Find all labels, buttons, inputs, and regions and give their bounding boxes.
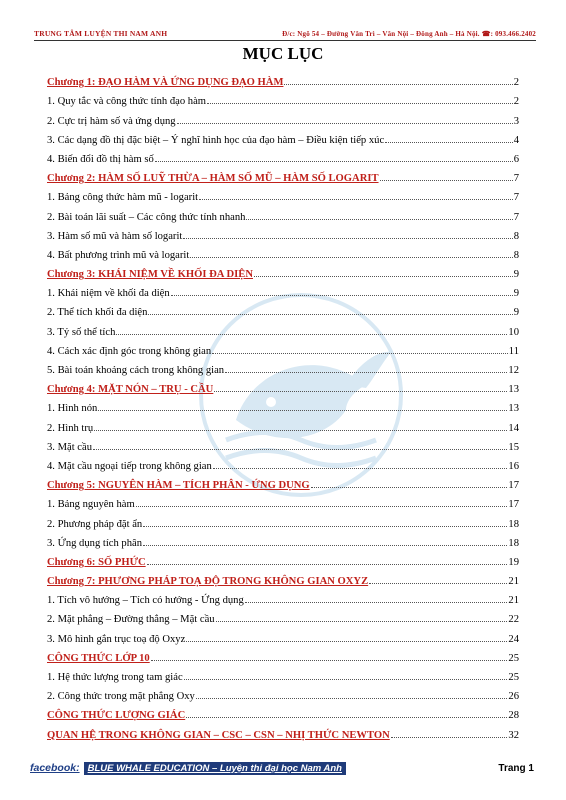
toc-entry-label: Chương 6: SỐ PHỨC: [47, 556, 146, 568]
toc-entry-label: 4. Cách xác định góc trong không gian: [47, 345, 212, 357]
toc-entry-label: Chương 2: HÀM SỐ LUỸ THỪA – HÀM SỐ MŨ – HÀM SỐ LOGARIT: [47, 173, 379, 185]
toc-chapter-row[interactable]: [47, 568, 519, 587]
dot-leader: [116, 334, 507, 335]
dot-leader: [94, 430, 507, 431]
dot-leader: [196, 698, 508, 699]
dot-leader: [147, 564, 508, 565]
page-footer: [30, 760, 534, 776]
dot-leader: [385, 142, 513, 143]
facebook-brand-link[interactable]: BLUE WHALE EDUCATION – Luyện thi đại học Nam Anh: [84, 762, 346, 775]
toc-page-number: 7: [513, 211, 519, 223]
toc-item-row[interactable]: [47, 625, 519, 644]
toc-page-number: 25: [508, 652, 519, 664]
toc-entry-label: Chương 4: MẶT NÓN – TRỤ - CẦU: [47, 384, 214, 396]
toc-page-number: 2: [513, 96, 519, 108]
dot-leader: [155, 161, 513, 162]
toc-entry-label: 1. Hệ thức lượng trong tam giác: [47, 672, 183, 683]
toc-chapter-row[interactable]: [47, 376, 519, 395]
toc-page-number: 8: [513, 249, 519, 261]
dot-leader: [254, 276, 513, 277]
dot-leader: [171, 295, 513, 296]
toc-page-number: 9: [513, 269, 519, 281]
dot-leader: [186, 717, 507, 718]
toc-entry-label: 4. Bất phương trình mũ và logarit: [47, 249, 190, 261]
dot-leader: [186, 641, 507, 642]
toc-item-row[interactable]: [47, 88, 519, 107]
toc-item-row[interactable]: [47, 280, 519, 299]
toc-entry-label: Chương 3: KHÁI NIỆM VỀ KHỐI ĐA DIỆN: [47, 269, 253, 281]
toc-entry-label: 1. Quy tắc và công thức tính đạo hàm: [47, 96, 207, 108]
toc-item-row[interactable]: [47, 664, 519, 683]
table-of-contents: [47, 69, 519, 741]
dot-leader: [311, 487, 508, 488]
toc-page-number: 19: [508, 556, 519, 568]
header-address: Đ/c: Ngõ 54 – Đường Văn Trì – Vân Nội – Đông Anh – Hà Nội. ☎: 093.466.2402: [282, 30, 536, 38]
toc-page-number: 3: [513, 115, 519, 127]
toc-chapter-row[interactable]: [47, 165, 519, 184]
toc-entry-label: 2. Phương pháp đặt ẩn: [47, 518, 143, 530]
page-number: Trang 1: [498, 762, 534, 774]
toc-entry-label: 3. Hàm số mũ và hàm số logarit: [47, 230, 183, 242]
toc-entry-label: 3. Tỷ số thể tích: [47, 326, 116, 338]
toc-page-number: 8: [513, 230, 519, 242]
toc-entry-label: 2. Thể tích khối đa diện: [47, 307, 148, 319]
dot-leader: [225, 372, 507, 373]
toc-entry-label: 2. Hình trụ: [47, 422, 94, 434]
toc-page-number: 21: [508, 595, 519, 607]
toc-page-number: 26: [508, 691, 519, 703]
dot-leader: [93, 449, 507, 450]
toc-entry-label: 4. Mặt cầu ngoại tiếp trong không gian: [47, 460, 212, 472]
toc-item-row[interactable]: [47, 146, 519, 165]
toc-page-number: 18: [508, 537, 519, 549]
toc-entry-label: 1. Bảng nguyên hàm: [47, 499, 135, 511]
toc-page-number: 32: [508, 729, 519, 741]
toc-entry-label: 2. Bài toán lãi suất – Các công thức tính nhanh: [47, 211, 246, 223]
toc-page-number: 16: [508, 460, 519, 472]
toc-item-row[interactable]: [47, 491, 519, 510]
toc-chapter-row[interactable]: [47, 472, 519, 491]
toc-item-row[interactable]: [47, 184, 519, 203]
dot-leader: [190, 257, 512, 258]
dot-leader: [284, 84, 512, 85]
toc-item-row[interactable]: [47, 453, 519, 472]
toc-entry-label: 1. Khái niệm về khối đa diện: [47, 288, 170, 300]
dot-leader: [199, 199, 513, 200]
dot-leader: [184, 679, 508, 680]
toc-item-row[interactable]: [47, 395, 519, 414]
dot-leader: [177, 123, 513, 124]
toc-page-number: 4: [513, 134, 519, 146]
toc-item-row[interactable]: [47, 299, 519, 318]
toc-item-row[interactable]: [47, 242, 519, 261]
toc-page-number: 21: [508, 576, 519, 588]
toc-page-number: 17: [508, 499, 519, 511]
toc-chapter-row[interactable]: [47, 69, 519, 88]
toc-entry-label: CÔNG THỨC LƯỢNG GIÁC: [47, 710, 186, 722]
toc-entry-label: 1. Bảng công thức hàm mũ - logarit: [47, 192, 199, 204]
dot-leader: [98, 410, 507, 411]
toc-item-row[interactable]: [47, 107, 519, 126]
toc-page-number: 24: [508, 633, 519, 645]
dot-leader: [136, 506, 508, 507]
toc-item-row[interactable]: [47, 587, 519, 606]
toc-item-row[interactable]: [47, 223, 519, 242]
toc-page-number: 14: [508, 422, 519, 434]
toc-page-number: 15: [508, 441, 519, 453]
page-title: MỤC LỤC: [242, 44, 324, 63]
toc-page-number: 7: [513, 192, 519, 204]
toc-entry-label: Chương 7: PHƯƠNG PHÁP TOẠ ĐỘ TRONG KHÔNG GIAN OXYZ: [47, 576, 369, 588]
toc-page-number: 17: [508, 480, 519, 492]
toc-entry-label: Chương 5: NGUYÊN HÀM – TÍCH PHÂN - ỨNG DỤNG: [47, 480, 310, 492]
toc-chapter-row[interactable]: [47, 261, 519, 280]
dot-leader: [212, 353, 508, 354]
toc-item-row[interactable]: [47, 606, 519, 625]
toc-item-row[interactable]: [47, 203, 519, 222]
toc-page-number: 9: [513, 307, 519, 319]
toc-entry-label: 3. Các dạng đồ thị đặc biệt – Ý nghĩ hình học của đạo hàm – Điều kiện tiếp xúc: [47, 134, 385, 146]
toc-page-number: 10: [508, 326, 519, 338]
toc-item-row[interactable]: [47, 357, 519, 376]
dot-leader: [245, 602, 508, 603]
dot-leader: [143, 526, 507, 527]
toc-item-row[interactable]: [47, 338, 519, 357]
toc-entry-label: 5. Bài toán khoảng cách trong không gian: [47, 365, 225, 376]
toc-page-number: 12: [508, 365, 519, 376]
dot-leader: [214, 391, 507, 392]
dot-leader: [216, 621, 508, 622]
toc-page-number: 28: [508, 710, 519, 722]
toc-chapter-row[interactable]: [47, 702, 519, 721]
toc-entry-label: 2. Công thức trong mặt phẳng Oxy: [47, 691, 195, 703]
toc-item-row[interactable]: [47, 683, 519, 702]
toc-item-row[interactable]: [47, 318, 519, 337]
toc-entry-label: 1. Tích vô hướng – Tích có hướng - Ứng dụng: [47, 595, 244, 607]
toc-entry-label: 3. Mô hình gắn trục toạ độ Oxyz: [47, 633, 186, 645]
toc-page-number: 18: [508, 518, 519, 530]
toc-page-number: 11: [508, 345, 519, 357]
toc-page-number: 22: [508, 614, 519, 626]
toc-item-row[interactable]: [47, 434, 519, 453]
toc-entry-label: Chương 1: ĐẠO HÀM VÀ ỨNG DỤNG ĐẠO HÀM: [47, 77, 284, 89]
toc-page-number: 25: [508, 672, 519, 683]
toc-item-row[interactable]: [47, 414, 519, 433]
toc-chapter-row[interactable]: [47, 645, 519, 664]
toc-entry-label: 1. Hình nón: [47, 403, 98, 415]
dot-leader: [183, 238, 512, 239]
toc-entry-label: 3. Ứng dụng tích phân: [47, 537, 143, 549]
toc-chapter-row[interactable]: [47, 549, 519, 568]
toc-page-number: 13: [508, 384, 519, 396]
dot-leader: [213, 468, 508, 469]
toc-page-number: 6: [513, 153, 519, 165]
dot-leader: [391, 737, 508, 738]
header-center-name: TRUNG TÂM LUYỆN THI NAM ANH: [34, 29, 168, 38]
toc-chapter-row[interactable]: [47, 721, 519, 740]
facebook-label[interactable]: facebook:: [30, 762, 80, 774]
dot-leader: [380, 180, 513, 181]
dot-leader: [148, 314, 512, 315]
dot-leader: [143, 545, 507, 546]
toc-item-row[interactable]: [47, 530, 519, 549]
toc-page-number: 9: [513, 288, 519, 300]
toc-item-row[interactable]: [47, 510, 519, 529]
toc-item-row[interactable]: [47, 127, 519, 146]
dot-leader: [369, 583, 507, 584]
toc-page-number: 7: [513, 173, 519, 185]
toc-entry-label: QUAN HỆ TRONG KHÔNG GIAN – CSC – CSN – NHỊ THỨC NEWTON: [47, 729, 390, 741]
dot-leader: [151, 660, 508, 661]
toc-entry-label: 2. Cực trị hàm số và ứng dụng: [47, 115, 176, 127]
toc-entry-label: 4. Biến đổi đồ thị hàm số: [47, 153, 154, 165]
toc-page-number: 13: [508, 403, 519, 415]
toc-entry-label: CÔNG THỨC LỚP 10: [47, 652, 150, 664]
toc-entry-label: 3. Mặt cầu: [47, 441, 93, 453]
toc-page-number: 2: [513, 77, 519, 89]
dot-leader: [246, 219, 512, 220]
page-header: [34, 24, 536, 41]
dot-leader: [207, 103, 513, 104]
toc-entry-label: 2. Mặt phẳng – Đường thẳng – Mặt cầu: [47, 614, 215, 626]
